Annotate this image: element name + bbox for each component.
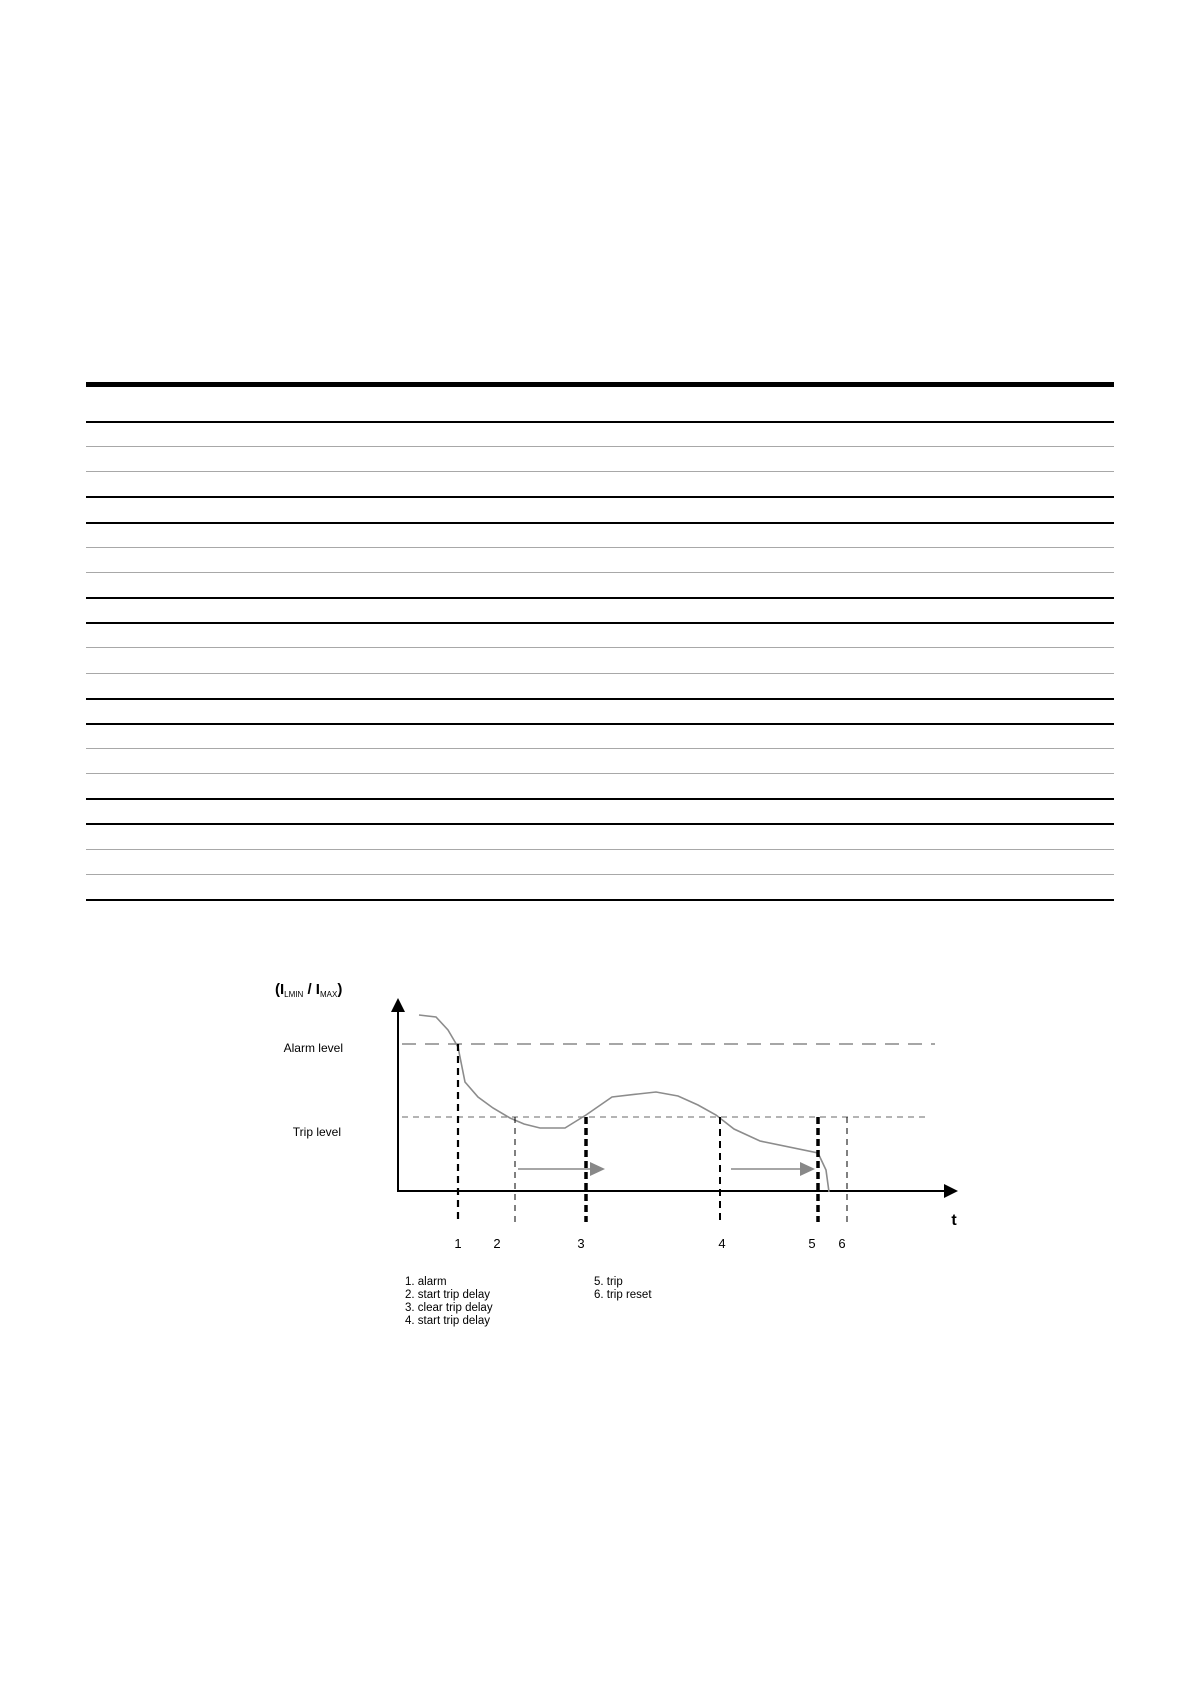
event-number-1: 1 bbox=[454, 1236, 462, 1251]
legend-item-1: 1. alarm bbox=[405, 1276, 447, 1288]
trip-delay-arrowhead-1-icon bbox=[590, 1162, 605, 1176]
y-axis-arrow-icon bbox=[391, 998, 405, 1012]
legend-item-5: 5. trip bbox=[594, 1276, 623, 1288]
trip-level-label: Trip level bbox=[292, 1125, 341, 1139]
event-number-4: 4 bbox=[718, 1236, 726, 1251]
legend-item-4: 4. start trip delay bbox=[405, 1315, 491, 1327]
event-number-3: 3 bbox=[577, 1236, 585, 1251]
event-number-5: 5 bbox=[808, 1236, 816, 1251]
signal-curve bbox=[419, 1015, 829, 1192]
alarm-level-label: Alarm level bbox=[283, 1041, 343, 1055]
y-axis-label: $(I_{LMIN} / I_{MAX})$ bbox=[275, 981, 343, 999]
event-number-6: 6 bbox=[838, 1236, 846, 1251]
legend-item-6: 6. trip reset bbox=[594, 1289, 652, 1301]
event-number-2: 2 bbox=[493, 1236, 501, 1251]
x-axis-label: t bbox=[951, 1212, 957, 1229]
trip-delay-arrowhead-2-icon bbox=[800, 1162, 815, 1176]
legend-item-2: 2. start trip delay bbox=[405, 1289, 491, 1301]
legend-item-3: 3. clear trip delay bbox=[405, 1302, 493, 1314]
x-axis-arrow-icon bbox=[944, 1184, 958, 1198]
